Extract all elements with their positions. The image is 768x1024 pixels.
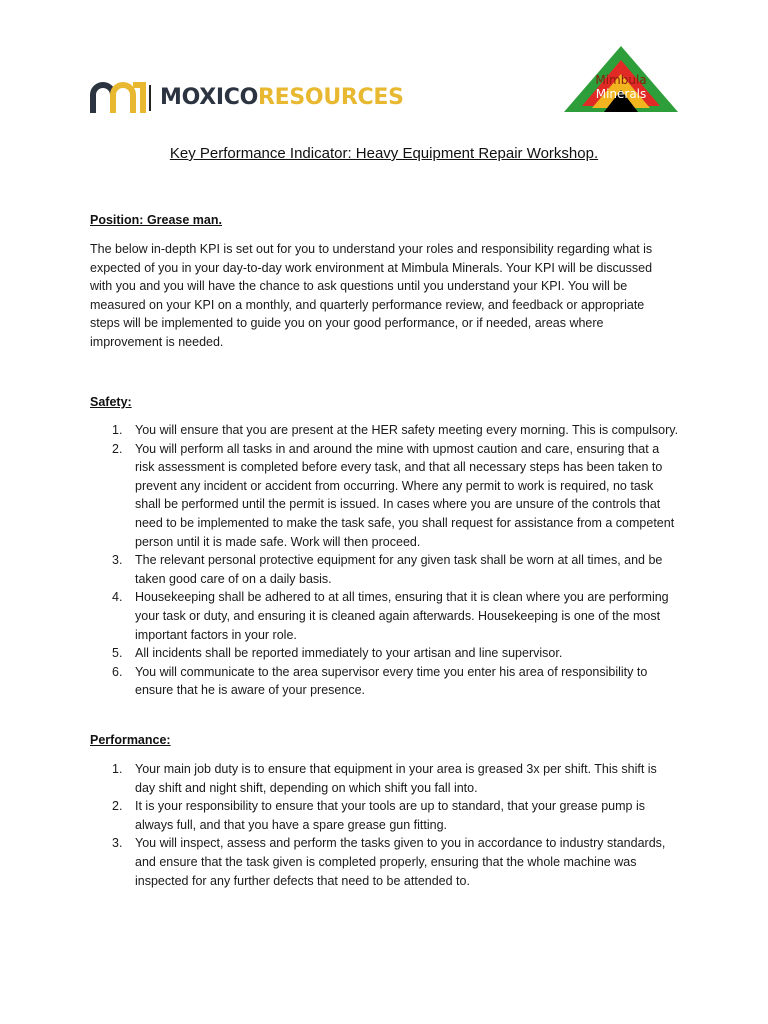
document-title: Key Performance Indicator: Heavy Equipment Repair Workshop. bbox=[169, 145, 599, 162]
wordmark-moxico: MOXICO bbox=[160, 85, 259, 110]
performance-heading: Performance: bbox=[90, 733, 171, 747]
mimbula-logo-text-2: Minerals bbox=[595, 87, 647, 101]
wordmark-resources: RESOURCES bbox=[258, 85, 404, 110]
safety-heading: Safety: bbox=[90, 395, 132, 409]
position-heading: Position: Grease man. bbox=[90, 213, 222, 227]
list-item: 1. Your main job duty is to ensure that equipment in your area is greased 3x per shift. This shift is day shift and night shift, depending on which shift you fall into. bbox=[112, 762, 657, 795]
moxico-resources-logo bbox=[90, 80, 404, 116]
list-item: 1. You will ensure that you are present at the HER safety meeting every morning. This is compulsory. bbox=[112, 423, 679, 437]
list-item: 5. All incidents shall be reported immediately to your artisan and line supervisor. bbox=[112, 646, 563, 661]
list-item: 3. You will inspect, assess and perform the tasks given to you in accordance to industry standards, and ensure that the task given is completed properly, ensuring that the whole machine was inspected for any further defects that need to be attended to. bbox=[112, 836, 666, 888]
mimbula-minerals-logo bbox=[564, 46, 678, 112]
list-item: 6. You will communicate to the area supervisor every time you enter his area of responsibility to ensure that he is aware of your presence. bbox=[112, 664, 648, 698]
performance-list bbox=[90, 760, 680, 890]
intro-paragraph: The below in-depth KPI is set out for you to understand your roles and responsibility regarding what is expected of you in your day-to-day work environment at Mimbula Minerals. Your KPI will be discussed with you and you will have the chance to ask questions until you understand your KPI. You will be measured on your KPI on a monthly, and quarterly performance review, and feedback or appropriate steps will be implemented to guide you on your good performance, or if needed, areas where improvement is needed. bbox=[90, 242, 653, 349]
list-item: 3. The relevant personal protective equipment for any given task shall be worn at all times, and be taken good care of on a daily basis. bbox=[112, 553, 663, 586]
mimbula-logo-text-1: Mimbula bbox=[595, 73, 647, 87]
logo-divider bbox=[149, 85, 151, 111]
safety-list bbox=[90, 421, 680, 700]
moxico-wordmark bbox=[160, 80, 404, 116]
list-item: 2. You will perform all tasks in and around the mine with upmost caution and care, ensuring that a risk assessment is completed before every task, and that all necessary steps has been taken to prevent any incident or accident from occurring. Where any permit to work is required, no task shall be performed until the permit is issued. In cases where you are unsure of the controls that need to be implemented to make the task safe, you shall request for assistance from a competent person until it is made safe. Work will then proceed. bbox=[112, 441, 675, 549]
moxico-m-mark-icon bbox=[90, 81, 146, 115]
list-item: 2. It is your responsibility to ensure that your tools are up to standard, that your grease pump is always full, and that you have a spare grease gun fitting. bbox=[112, 799, 645, 832]
list-item: 4. Housekeeping shall be adhered to at all times, ensuring that it is clean where you are performing your task or duty, and ensuring it is cleaned again afterwards. Housekeeping is one of the most important factors in your role. bbox=[112, 590, 669, 642]
